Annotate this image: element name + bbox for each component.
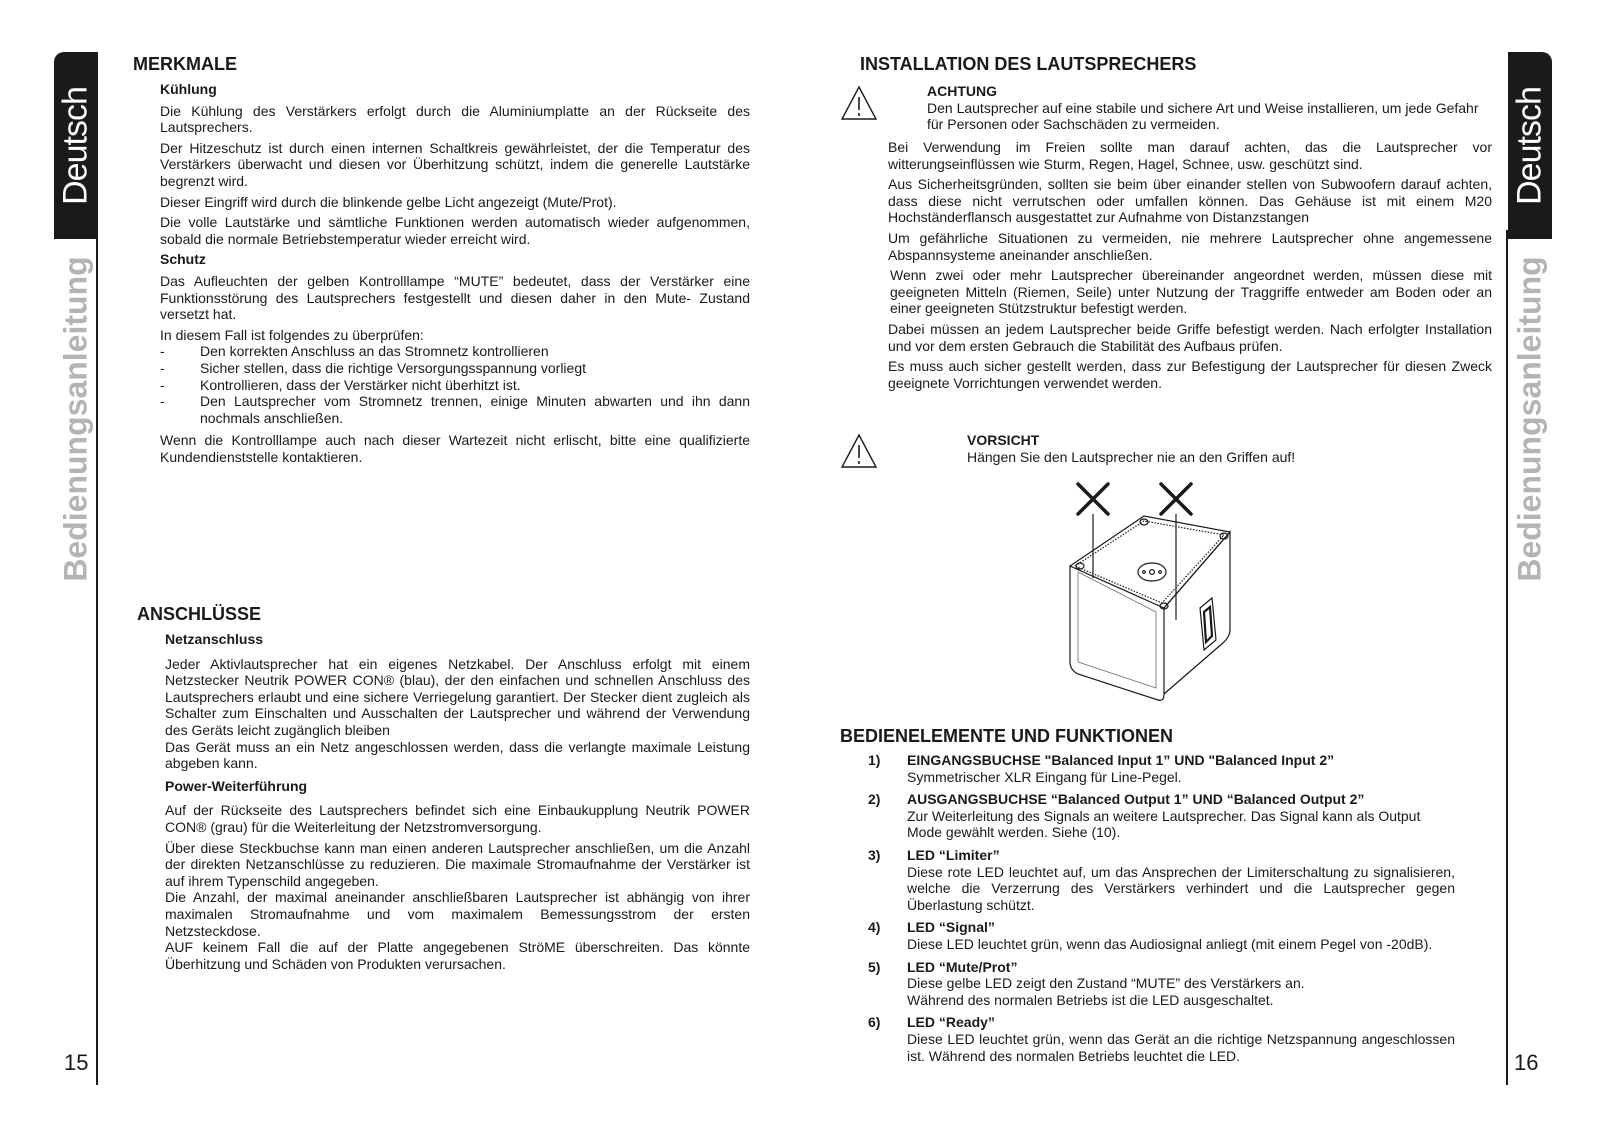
check-list bbox=[160, 343, 750, 426]
control-item bbox=[840, 1014, 1455, 1064]
paragraph: Die Anzahl, der maximal aneinander anschließbaren Lautsprecher ist abhängig von ihrer maximalen Stromaufnahme und vom maximalem Bemessungsstrom der ersten Netzsteckdose. bbox=[165, 889, 750, 939]
paragraph: In diesem Fall ist folgendes zu überprüfen: bbox=[160, 326, 424, 343]
item-text: Diese LED leuchtet grün, wenn das Audiosignal anliegt (mit einem Pegel von -20dB). bbox=[907, 935, 1433, 952]
item-text: Diese rote LED leuchtet auf, um das Ansprechen der Limiterschaltung zu signalisieren, welche die Verzerrung des Verstärkers verhindert und die Lautsprecher gegen Überlastung schützt. bbox=[907, 863, 1455, 913]
margin-rule bbox=[1506, 230, 1508, 1085]
paragraph: Wenn die Kontrolllampe auch nach dieser Wartezeit nicht erlischt, bitte eine qualifizierte Kundendienststelle kontaktieren. bbox=[160, 432, 750, 465]
paragraph: Auf der Rückseite des Lautsprechers befindet sich eine Einbaukupplung Neutrik POWER CON® (grau) für die Weiterleitung der Netzstromversorgung. bbox=[165, 802, 750, 835]
list-item: - Den Lautsprecher vom Stromnetz trennen, einige Minuten abwarten und ihn dann nochmals anschließen. bbox=[160, 393, 750, 426]
paragraph: Das Aufleuchten der gelben Kontrolllampe “MUTE” bedeutet, dass der Verstärker eine Funktionsstörung des Lautsprechers festgestellt und diesen daher in den Mute- Zustand versetzt hat. bbox=[160, 272, 750, 323]
paragraph: Jeder Aktivlautsprecher hat ein eigenes Netzkabel. Der Anschluss erfolgt mit einem Netzstecker Neutrik POWER CON® (blau), der den einfachen und schnellen Anschluss des Lautsprechers erlaubt und eine sichere Verriegelung garantiert. Der Stecker dient zugleich als Schalter zum Einschalten und Ausschalten der Lautsprecher und während der Verwendung des Geräts leicht zugänglich bleiben bbox=[165, 655, 750, 738]
control-item bbox=[840, 752, 1455, 785]
achtung-note bbox=[927, 83, 1492, 137]
margin-rule bbox=[96, 230, 98, 1085]
paragraph: Um gefährliche Situationen zu vermeiden, nie mehrere Lautsprecher ohne angemessene Abspannsysteme aneinander anschließen. bbox=[888, 229, 1492, 263]
page-right bbox=[800, 0, 1600, 1132]
section-heading-installation: INSTALLATION DES LAUTSPRECHERS bbox=[860, 54, 1197, 74]
paragraph: Wenn zwei oder mehr Lautsprecher übereinander angeordnet werden, müssen diese mit geeigneten Mitteln (Riemen, Seile) unter Nutzung der Traggriffe entweder am Boden oder an einer geeigneten Stützstruktur befestigt werden. bbox=[890, 267, 1492, 317]
item-number: 4) bbox=[868, 919, 881, 936]
item-number: 1) bbox=[868, 752, 881, 768]
manual-tab-label: Bedienungsanleitung bbox=[57, 256, 94, 582]
merkmale-body bbox=[160, 81, 750, 469]
page-number: 15 bbox=[64, 1050, 89, 1075]
warning-icon bbox=[840, 85, 878, 121]
control-item bbox=[840, 919, 1455, 952]
list-item: - Sicher stellen, dass die richtige Versorgungsspannung vorliegt bbox=[160, 359, 587, 376]
vorsicht-note bbox=[967, 432, 1487, 469]
page-number: 16 bbox=[1514, 1050, 1539, 1075]
language-tab-label: Deutsch bbox=[1510, 86, 1549, 205]
paragraph: Aus Sicherheitsgründen, sollten sie beim über einander stellen von Subwoofern darauf achten, dass diese nicht verrutschen oder umfallen können. Das Gehäuse ist mit einem M20 Hochständerflansch ausgestattet zur Aufnahme von Distanzstangen bbox=[888, 176, 1492, 226]
subheading-power: Power-Weiterführung bbox=[165, 777, 308, 794]
paragraph: Dieser Eingriff wird durch die blinkende gelbe Licht angezeigt (Mute/Prot). bbox=[160, 193, 617, 210]
control-item bbox=[840, 959, 1455, 1009]
manual-tab-label: Bedienungsanleitung bbox=[1511, 256, 1548, 582]
list-item: - Kontrollieren, dass der Verstärker nicht überhitzt ist. bbox=[160, 376, 521, 393]
item-title: LED “Signal” bbox=[907, 919, 995, 936]
item-text: Diese LED leuchtet grün, wenn das Gerät an die richtige Netzspannung angeschlossen ist. Während des normalen Betriebs leuchtet die LED. bbox=[907, 1030, 1455, 1064]
section-heading-anschluesse: ANSCHLÜSSE bbox=[137, 604, 262, 624]
item-title: LED “Mute/Prot” bbox=[907, 958, 1018, 975]
paragraph: Es muss auch sicher gestellt werden, dass zur Befestigung der Lautsprecher für diesen Zweck geeignete Vorrichtungen verwendet werden. bbox=[888, 358, 1492, 391]
section-heading-merkmale: MERKMALE bbox=[133, 54, 237, 74]
paragraph: Bei Verwendung im Freien sollte man darauf achten, das die Lautsprecher vor witterungseinflüssen wie Sturm, Regen, Hagel, Schnee, usw. geschützt sind. bbox=[888, 139, 1492, 172]
item-title: LED “Ready” bbox=[907, 1014, 995, 1031]
control-item bbox=[840, 847, 1455, 913]
paragraph: Das Gerät muss an ein Netz angeschlossen werden, dass die verlangte maximale Leistung abgeben kann. bbox=[165, 738, 750, 772]
paragraph: Dabei müssen an jedem Lautsprecher beide Griffe befestigt werden. Nach erfolgter Installation und vor dem ersten Gebrauch die Stabilität des Aufbaus prüfen. bbox=[888, 320, 1492, 354]
manual-tab bbox=[54, 229, 98, 609]
item-text: Während des normalen Betriebs ist die LED ausgeschaltet. bbox=[907, 991, 1274, 1008]
paragraph: Der Hitzeschutz ist durch einen internen Schaltkreis gewährleistet, der die Temperatur des Verstärkers überwacht und diesen vor Überhitzung schützt, indem die generelle Lautstärke begrenzt wird. bbox=[160, 139, 750, 189]
section-heading-bedien: BEDIENELEMENTE UND FUNKTIONEN bbox=[840, 726, 1174, 746]
achtung-title: ACHTUNG bbox=[927, 83, 997, 99]
item-text: Diese gelbe LED zeigt den Zustand “MUTE” des Verstärkers an. bbox=[907, 975, 1305, 992]
item-number: 5) bbox=[868, 958, 881, 975]
item-title: LED “Limiter” bbox=[907, 846, 1000, 863]
item-text: Symmetrischer XLR Eingang für Line-Pegel. bbox=[907, 768, 1182, 785]
vorsicht-title: VORSICHT bbox=[967, 432, 1040, 448]
paragraph: Über diese Steckbuchse kann man einen anderen Lautsprecher anschließen, um die Anzahl der direkten Netzanschlüsse zu reduzieren. Die maximale Stromaufnahme der Verstärker ist auf ihrem Typenschild angegeben. bbox=[165, 839, 750, 889]
manual-tab bbox=[1508, 229, 1552, 609]
list-item: - Den korrekten Anschluss an das Stromnetz kontrollieren bbox=[160, 343, 549, 360]
installation-body bbox=[888, 139, 1492, 395]
language-tab-label: Deutsch bbox=[56, 86, 95, 205]
vorsicht-text: Hängen Sie den Lautsprecher nie an den Griffen auf! bbox=[967, 448, 1296, 465]
paragraph: AUF keinem Fall die auf der Platte angegebenen StröME überschreiten. Das könnte Überhitzung und Schäden von Produkten verursachen. bbox=[165, 939, 750, 972]
anschluesse-body bbox=[165, 631, 750, 976]
controls-list bbox=[840, 752, 1455, 1070]
item-title: EINGANGSBUCHSE "Balanced Input 1” UND "Balanced Input 2” bbox=[907, 752, 1335, 768]
item-number: 6) bbox=[868, 1014, 881, 1031]
control-item bbox=[840, 791, 1455, 841]
subheading-schutz: Schutz bbox=[160, 251, 206, 268]
achtung-text: Den Lautsprecher auf eine stabile und sichere Art und Weise installieren, um jede Gefahr für Personen oder Sachschäden zu vermeiden. bbox=[927, 99, 1479, 133]
subheading-kuehlung: Kühlung bbox=[160, 81, 217, 97]
item-title: AUSGANGSBUCHSE “Balanced Output 1” UND “Balanced Output 2” bbox=[907, 791, 1365, 808]
item-text: Zur Weiterleitung des Signals an weitere Lautsprecher. Das Signal kann als Output Mode gewählt werden. Siehe (10). bbox=[907, 807, 1421, 841]
subheading-netzanschluss: Netzanschluss bbox=[165, 631, 264, 647]
language-tab bbox=[54, 52, 98, 239]
language-tab bbox=[1508, 52, 1552, 239]
item-number: 2) bbox=[868, 791, 881, 808]
paragraph: Die Kühlung des Verstärkers erfolgt durch die Aluminiumplatte an der Rückseite des Lautsprechers. bbox=[160, 102, 750, 136]
speaker-handles-illustration bbox=[1040, 480, 1280, 720]
warning-icon bbox=[840, 433, 878, 469]
paragraph: Die volle Lautstärke und sämtliche Funktionen werden automatisch wieder aufgenommen, sobald die normale Betriebstemperatur wieder erreicht wird. bbox=[160, 214, 750, 247]
item-number: 3) bbox=[868, 846, 881, 863]
